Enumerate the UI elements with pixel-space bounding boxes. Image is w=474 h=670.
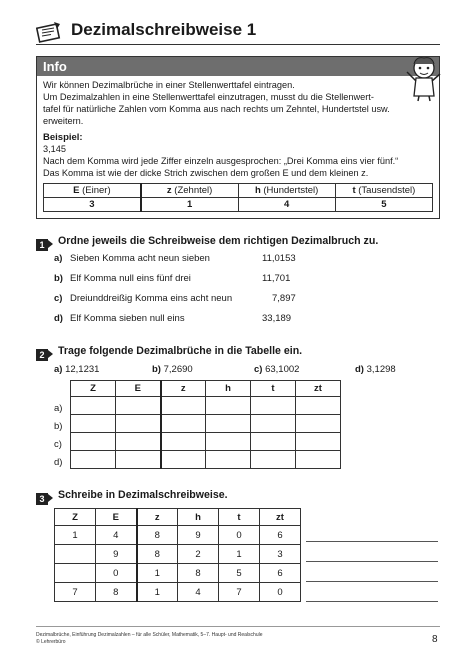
- ex2-value: 63,1002: [265, 364, 300, 375]
- table-cell: 1: [55, 526, 96, 545]
- table-cell: 9: [178, 526, 219, 545]
- table-row: [55, 526, 301, 545]
- entry-cell[interactable]: [296, 451, 341, 469]
- table-row: [55, 583, 301, 602]
- info-text-6: Das Komma ist wie der dicke Strich zwischen dem großen E und dem kleinen z.: [43, 168, 369, 178]
- entry-cell[interactable]: [296, 433, 341, 451]
- table-header: Z: [55, 509, 96, 526]
- footer-rule: [36, 626, 440, 627]
- footer-text: Dezimalbrüche, Einführung Dezimalzahlen – für alle Schüler, Mathematik, 5–7. Haupt- und Realschule: [36, 632, 263, 638]
- table-cell: [55, 564, 96, 583]
- table-header: E: [96, 509, 137, 526]
- ex2-item: [355, 364, 396, 375]
- ex1-text: Elf Komma sieben null eins: [70, 313, 185, 324]
- table-cell: 8: [137, 526, 178, 545]
- ex2-letter: a): [54, 364, 63, 375]
- table-cell: 4: [238, 198, 335, 212]
- table-cell: 5: [219, 564, 260, 583]
- arrow-icon: [48, 240, 53, 248]
- table-header: t: [251, 381, 296, 397]
- ex3-place-value-table: [54, 508, 301, 602]
- cartoon-character-icon: [404, 54, 444, 102]
- exercise-number: 2: [36, 349, 48, 361]
- exercise-number: 3: [36, 493, 48, 505]
- table-cell: 1: [137, 583, 178, 602]
- info-box: [36, 56, 440, 219]
- table-header: z: [161, 381, 206, 397]
- ex1-value: 33,189: [262, 313, 292, 324]
- table-header: t: [219, 509, 260, 526]
- entry-cell[interactable]: [116, 433, 161, 451]
- table-cell: 4: [178, 583, 219, 602]
- table-row: [71, 451, 341, 469]
- table-row: [71, 415, 341, 433]
- entry-cell[interactable]: [161, 433, 206, 451]
- header-E: E: [73, 185, 80, 196]
- entry-cell[interactable]: [116, 451, 161, 469]
- header-h-desc: (Hundertstel): [260, 185, 319, 196]
- entry-cell[interactable]: [161, 451, 206, 469]
- arrow-icon: [48, 494, 53, 502]
- entry-cell[interactable]: [206, 397, 251, 415]
- arrow-icon: [48, 350, 53, 358]
- table-cell: 8: [178, 564, 219, 583]
- header-logo-icon: [36, 20, 62, 44]
- table-cell: 4: [96, 526, 137, 545]
- entry-cell[interactable]: [206, 451, 251, 469]
- table-cell: 5: [335, 198, 432, 212]
- footer-copyright: © Lehrerbüro: [36, 639, 66, 645]
- entry-cell[interactable]: [296, 415, 341, 433]
- exercise-2-marker: [36, 345, 53, 363]
- answer-line[interactable]: [306, 561, 438, 562]
- example-value: 3,145: [43, 144, 66, 154]
- entry-cell[interactable]: [71, 433, 116, 451]
- ex2-row-label: b): [54, 421, 63, 432]
- info-label: Info: [43, 59, 67, 74]
- ex1-value: 11,701: [262, 273, 291, 284]
- ex2-letter: c): [254, 364, 263, 375]
- ex1-value: 11,0153: [262, 253, 296, 264]
- page-title: Dezimalschreibweise 1: [71, 20, 257, 39]
- entry-cell[interactable]: [71, 451, 116, 469]
- table-cell: 8: [96, 583, 137, 602]
- table-row: [55, 564, 301, 583]
- table-cell: [55, 545, 96, 564]
- answer-line[interactable]: [306, 541, 438, 542]
- ex2-value: 3,1298: [366, 364, 396, 375]
- info-text-2: Um Dezimalzahlen in eine Stellenwerttafel einzutragen, musst du die Stellenwert-: [43, 92, 374, 102]
- entry-cell[interactable]: [161, 397, 206, 415]
- table-header: E: [116, 381, 161, 397]
- ex2-row-label: d): [54, 457, 63, 468]
- table-row: [71, 397, 341, 415]
- ex2-letter: d): [355, 364, 364, 375]
- ex2-value: 12,1231: [65, 364, 100, 375]
- ex2-row-label: c): [54, 439, 62, 450]
- table-cell: 1: [219, 545, 260, 564]
- answer-line[interactable]: [306, 601, 438, 602]
- exercise-number: 1: [36, 239, 48, 251]
- table-cell: 2: [178, 545, 219, 564]
- ex2-letter: b): [152, 364, 161, 375]
- info-header-bar: [37, 57, 439, 76]
- info-text-1: Wir können Dezimalbrüche in einer Stellenwerttafel eintragen.: [43, 80, 295, 90]
- table-header: z: [137, 509, 178, 526]
- place-value-table: [43, 183, 433, 212]
- table-header: h: [178, 509, 219, 526]
- table-cell: 6: [260, 564, 301, 583]
- info-text-4: erweitern.: [43, 116, 84, 126]
- entry-cell[interactable]: [71, 415, 116, 433]
- ex1-letter: a): [54, 253, 63, 264]
- entry-cell[interactable]: [71, 397, 116, 415]
- header-t: t: [352, 185, 356, 196]
- table-header: zt: [260, 509, 301, 526]
- table-cell: 0: [96, 564, 137, 583]
- entry-cell[interactable]: [116, 397, 161, 415]
- info-text-5: Nach dem Komma wird jede Ziffer einzeln ausgesprochen: „Drei Komma eins vier fünf.“: [43, 156, 399, 166]
- exercise-3-marker: [36, 489, 53, 507]
- entry-cell[interactable]: [116, 415, 161, 433]
- header-z-desc: (Zehntel): [171, 185, 213, 196]
- table-cell: 3: [44, 198, 141, 212]
- ex2-value: 7,2690: [163, 364, 193, 375]
- ex2-place-value-table: [70, 380, 341, 469]
- table-cell: 7: [219, 583, 260, 602]
- table-cell: 1: [137, 564, 178, 583]
- entry-cell[interactable]: [251, 451, 296, 469]
- exercise-2-title: Trage folgende Dezimalbrüche in die Tabelle ein.: [58, 345, 303, 357]
- ex1-letter: b): [54, 273, 63, 284]
- entry-cell[interactable]: [296, 397, 341, 415]
- header-z: z: [166, 185, 172, 196]
- example-label: Beispiel:: [43, 132, 83, 143]
- ex1-letter: d): [54, 313, 63, 324]
- table-header: Z: [71, 381, 116, 397]
- ex1-value: 7,897: [272, 293, 296, 304]
- table-cell: 1: [141, 198, 238, 212]
- ex2-item: [54, 364, 99, 375]
- table-cell: 3: [260, 545, 301, 564]
- ex2-item: [152, 364, 193, 375]
- header-E-desc: (Einer): [79, 185, 111, 196]
- table-header: zt: [296, 381, 341, 397]
- entry-cell[interactable]: [161, 415, 206, 433]
- entry-cell[interactable]: [251, 433, 296, 451]
- table-cell: 0: [219, 526, 260, 545]
- table-cell: 6: [260, 526, 301, 545]
- entry-cell[interactable]: [206, 415, 251, 433]
- header-t-desc: (Tausendstel): [355, 185, 416, 196]
- table-cell: 0: [260, 583, 301, 602]
- exercise-1-marker: [36, 235, 53, 253]
- table-cell: 8: [137, 545, 178, 564]
- ex1-text: Dreiunddreißig Komma eins acht neun: [70, 293, 233, 304]
- ex1-text: Elf Komma null eins fünf drei: [70, 273, 191, 284]
- answer-line[interactable]: [306, 581, 438, 582]
- info-text-3: tafel für natürliche Zahlen vom Komma aus nach rechts um Zehntel, Hundertstel usw.: [43, 104, 390, 114]
- entry-cell[interactable]: [251, 397, 296, 415]
- table-header: h: [206, 381, 251, 397]
- exercise-3-title: Schreibe in Dezimalschreibweise.: [58, 489, 228, 501]
- title-rule: [36, 44, 440, 45]
- ex1-letter: c): [54, 293, 63, 304]
- ex2-row-label: a): [54, 403, 63, 414]
- table-row: [71, 433, 341, 451]
- exercise-1-title: Ordne jeweils die Schreibweise dem richtigen Dezimalbruch zu.: [58, 235, 379, 247]
- page-number: 8: [432, 634, 438, 645]
- ex1-text: Sieben Komma acht neun sieben: [70, 253, 210, 264]
- table-cell: 9: [96, 545, 137, 564]
- table-row: [55, 545, 301, 564]
- table-cell: 7: [55, 583, 96, 602]
- ex2-item: [254, 364, 299, 375]
- entry-cell[interactable]: [206, 433, 251, 451]
- header-h: h: [254, 185, 261, 196]
- entry-cell[interactable]: [251, 415, 296, 433]
